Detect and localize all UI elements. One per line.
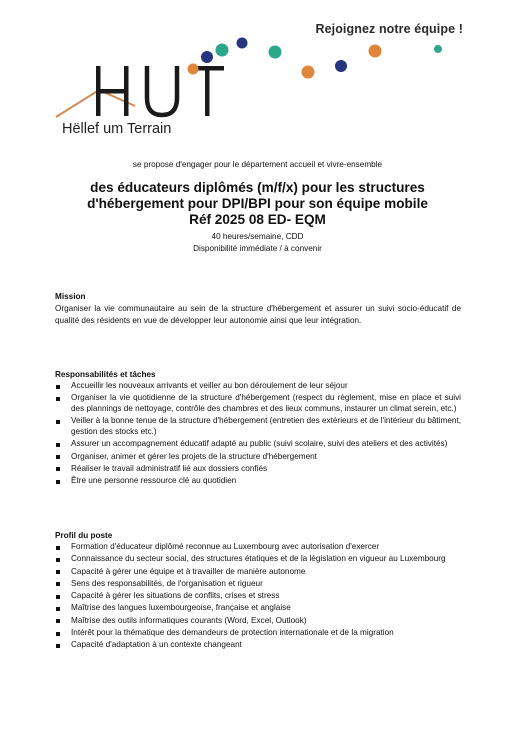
dot-orange xyxy=(188,64,199,75)
job-title xyxy=(30,180,485,228)
list-item: Intérêt pour la thématique des demandeurs de protection internationale et de la migration xyxy=(55,628,461,639)
profile-list xyxy=(55,542,461,651)
list-item: Capacité à gérer les situations de conflits, crises et stress xyxy=(55,591,461,602)
dot-navy xyxy=(201,51,213,63)
list-item: Maîtrise des outils informatiques courants (Word, Excel, Outlook) xyxy=(55,616,461,627)
list-item: Organiser la vie quotidienne de la structure d'hébergement (respect du règlement, mise en place et suivi des plannings de nettoyage, contrôle des chambres et des lieux communs, instaurer un climat serein, etc.) xyxy=(55,393,461,414)
list-item: Sens des responsabilités, de l'organisation et rigueur xyxy=(55,579,461,590)
dot-green xyxy=(216,44,229,57)
job-title-line: des éducateurs diplômés (m/f/x) pour les structures xyxy=(90,180,425,195)
dot-green xyxy=(269,46,282,59)
mission-section xyxy=(55,292,461,326)
dot-orange xyxy=(302,66,315,79)
list-item: Formation d'éducateur diplômé reconnue au Luxembourg avec autorisation d'exercer xyxy=(55,542,461,553)
responsibilities-section xyxy=(55,370,461,488)
dot-green xyxy=(434,45,442,53)
list-item: Capacité d'adaptation à un contexte changeant xyxy=(55,640,461,651)
mission-heading: Mission xyxy=(55,292,86,301)
list-item: Maîtrise des langues luxembourgeoise, française et anglaise xyxy=(55,603,461,614)
intro-text: se propose d'engager pour le département accueil et vivre-ensemble xyxy=(132,160,383,169)
availability: Disponibilité immédiate / à convenir xyxy=(193,243,322,253)
list-item: Assurer un accompagnement éducatif adapté au public (suivi scolaire, suivi des ateliers et des activités) xyxy=(55,439,461,450)
list-item: Connaissance du secteur social, des structures étatiques et de la législation en vigueur au Luxembourg xyxy=(55,554,461,565)
logo-roof xyxy=(56,90,135,117)
list-item: Organiser, animer et gérer les projets de la structure d'hébergement xyxy=(55,452,461,463)
dot-navy xyxy=(335,60,347,72)
list-item: Accueillir les nouveaux arrivants et veiller au bon déroulement de leur séjour xyxy=(55,381,461,392)
job-reference: Réf 2025 08 ED- EQM xyxy=(189,212,326,227)
profile-section xyxy=(55,531,461,653)
work-hours: 40 heures/semaine, CDD xyxy=(211,232,304,241)
list-item: Réaliser le travail administratif lié aux dossiers confiés xyxy=(55,464,461,475)
logo-letter-t-stem xyxy=(205,66,210,116)
list-item: Capacité à gérer une équipe et à travailler de manière autonome xyxy=(55,567,461,578)
job-title-line: d'hébergement pour DPI/BPI pour son équipe mobile xyxy=(87,196,428,211)
organization-name: Hëllef um Terrain xyxy=(62,121,172,137)
list-item: Veiller à la bonne tenue de la structure d'hébergement (entretien des extérieurs et de l'intérieur du bâtiment, gestion des stocks etc.) xyxy=(55,416,461,437)
dot-orange xyxy=(369,45,382,58)
dot-navy xyxy=(237,38,248,49)
logo-letter-h-bar xyxy=(96,89,128,94)
responsibilities-heading: Responsabilités et tâches xyxy=(55,370,156,379)
responsibilities-list xyxy=(55,381,461,487)
job-conditions xyxy=(0,231,515,254)
logo-letter-u xyxy=(147,66,177,115)
recruitment-tagline: Rejoignez notre équipe ! xyxy=(315,22,463,36)
list-item: Être une personne ressource clé au quotidien xyxy=(55,476,461,487)
profile-heading: Profil du poste xyxy=(55,531,113,540)
mission-text: Organiser la vie communautaire au sein de la structure d'hébergement et assurer un suivi socio-éducatif de qualité des résidents en vue de développer leur autonomie ainsi que leur intégration. xyxy=(55,304,461,325)
